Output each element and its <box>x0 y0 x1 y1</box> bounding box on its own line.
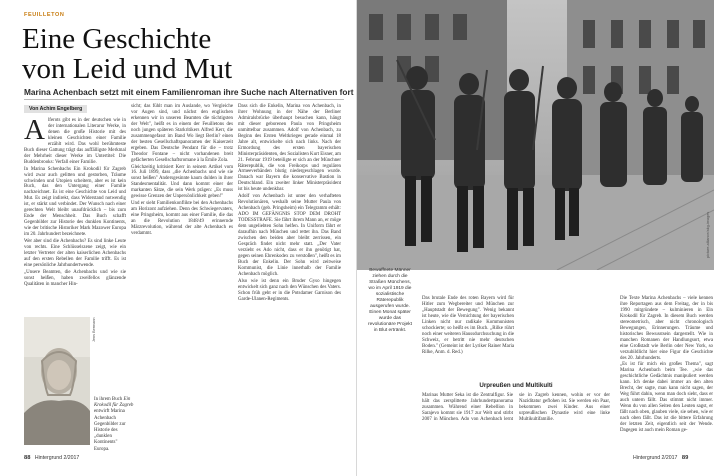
portrait-credit: Jens Bermann <box>92 317 96 342</box>
headline-line-2: von Leid und Mut <box>22 53 233 85</box>
magazine-issue: Hintergrund 2/2017 <box>633 455 678 461</box>
paragraph: Also wie ist denn ein Bruder Gyso hingegen entwickelt sich ganz nach den Wünschen des Vaters. Schon früh geht er in die Potsdamer Garnison des Garde-Ulanen-Regiments. <box>238 278 341 302</box>
article-headline <box>22 24 342 84</box>
paragraph: Das brutale Ende des roten Bayern wird für Hitler zum Wegbereiter und München zur „Hauptstadt der Bewegung". Wenig bekannt ist heute, wie die Vernichtung der bayerischen Linken nicht nur radikale Kommunisten schockierte; so heißt es im Buch. „Rilke rührt noch einer weiteren Haussdurchsuchung in die Schweiz, er betritt nie mehr deutschen Boden." (Gemeint ist der Lyriker Rainer Maria Rilke, Anm. d. Red.) <box>422 296 514 355</box>
paragraph-text: lferots gibt es in der deutschen wie in der internationalen Literarur Werke, in denen die große Historie mit des kleinen Geschichten einer Familie erzählt wird. Das wohl berühmteste Buch dieser Gattung trägt das auffälligste Merkmal der Mehrheit dieser Werke im Untertitel: Die Buddenbrooks: Verfall einer Familie. <box>24 118 126 165</box>
photo-caption: Bewaffnete Männer ziehen durch die Straßen Münchens, wo im April 1919 die sozialistische Räterepublik ausgerufen wurde. Einen Monat später wurde das revolutionäre Projekt in Blut ertränkt. <box>368 268 412 333</box>
text-column-4 <box>422 296 514 357</box>
portrait-image <box>24 317 90 445</box>
photo-image <box>357 0 714 270</box>
section-subheading: Urpreußen und Multikulti <box>479 382 553 389</box>
paragraph: Wer aber sind die Achenbachs? Es sind linke Leute von rechts. Eine Schlüsselszene zeigt, wie ein letzter Vertreter der alten kaiserlichen Achenbachs auf den ersten Rebellen der Familie trifft. Es ist eine persönliche Jahrhundertwende. <box>24 239 126 268</box>
paragraph: In Marina Schenbachs Ein Krokodil für Zagreb wird zwar auch gelitten und gestorben, Träume schwinden und Utopien scheitern, aber es ist kein Buch, das den Untergang einer Familie nachzeichnet. Es ist eine Geschichte von Leid und Mut. Es zeigt indirekt, dass Widerstand notwendig ist, er stärkt und verbindet. Der Wunsch nach einer gerechten Welt bleibt unaufdrücklich – bis zum Ende der Menschheit. Das Buch schafft Gegenbilder zur Historie des dunklen Kontinents, wie der britische Historiker Mark Mazower Europa im 20. Jahrhundert bezeichnete. <box>24 166 126 238</box>
footer-right <box>633 455 691 461</box>
paragraph: „Unsere Beamten, die Achenbachs und wie sie sonst heißen, haben zweifellos glänzende Qualitäten in mancher Hin- <box>24 269 126 287</box>
page-number: 89 <box>681 455 689 461</box>
text-column-2 <box>131 104 233 238</box>
headline-line-1: Eine Geschichte <box>22 23 212 55</box>
paragraph: Dass sich die Enkelin, Marina von Achenbach, in ihrer Wohnung in der Nähe der Berliner Admiralsbrücke überhaupt besuchen kann, hängt mit dieser geborenen Paula von Pringsheim unmittelbar zusammen. Adolf von Achenbach, zu Beginn des Ersten Weltkrieges gerade einmal 18 Jahre alt, entwickelte sich nach links. Nach der Ermordung des ersten bayerischen Ministerpräsidenten, des Sozialisten Kurt Eisner, am 21. Februar 1919 beteiligte er sich an der Münchner Räterepublik, die von Freikorps und regulären Armeeverbänden blutig niedergeschlagen wurde. Danach war Bayern die konservative Bastion in Deutschland. Ein zweiter linker Ministerpräsident ist bis heute undenkbar. <box>238 104 341 193</box>
magazine-issue: Hintergrund 2/2017 <box>34 455 80 461</box>
portrait-caption <box>94 397 134 453</box>
paragraph: Gleichzeitig kritisiert Kerr in seinem Artikel vom 16. Juli 1899, dass „die Achenbachs und wie sie sonst heißen" Andersgesinnte kaum dulden in ihrer Standesmentalität. Und dann kommt einer der markanten Sätze, die sein Werk prägen: „Es muss gewisse Grenzen der Unpersönlichkeit geben!" <box>131 164 233 200</box>
paragraph: sicht; das fühlt man im Auslande, wo Vergleiche vor Augen sind, und nächst den englischen erkennen wir in unseren Beamten die tüchtigsten der Welt", heißt es in einem der Feuilletons des noch jungen späteren Starkritikers Alfred Kerr, die zusammengefasst im Band Wo liegt Berlin? einen der besten Gesellschaftspanoramen der Kaiserzeit ergeben. Das Deutsche Pendant für die – trotz Theodor Fontane – nicht vorhandenen breit gefächerten Gesellschaftsromane à la Émile Zola. <box>131 104 233 163</box>
author-portrait-photo <box>24 317 90 445</box>
section-label: FEUILLETON <box>24 12 65 18</box>
caption-text: In ihrem Buch <box>94 397 123 402</box>
drop-cap: A <box>24 114 45 146</box>
footer-left <box>24 455 79 461</box>
paragraph: Adolf von Achenbach ist unter den verhafteten Revolutionären, weshalb seine Mutter Paula von Achenbach (geb. Pringsheim) ein Telegramm erhält: ADO IM GEFÄNGNIS STOP DEM DROHT TODESSTRAFE. Sie fährt ihrem Mann an, er möge dem ungeliebten Sohn helfen. In Uniform fährt er daraufhin nach München und rettet ihn. Das Band zwischen den beiden aber bleibt zerrissen, ein Gespräch findet nicht mehr statt. „Der Vater verzieht es Ado nicht, dass er ihn genötigt hat, gegen seinen Ehrenkodex zu verstoßen", heißt es im Buch der Enkelin. Der Sohn wird zeitweise Kommunist, die Linie innerhalb der Familie Achenbach möglich. <box>238 194 341 277</box>
page-number: 88 <box>24 455 31 461</box>
text-column-1 <box>24 114 126 289</box>
paragraph: Die Texte Marina Achenbachs – viele kennen ihre Reportagen aus dem Freitag, der in bis 1990 mitgründete – kulminieren in Ein Krokodil für Zagreb. In diesem Buch werden stereometrisch, aber nicht chronologisch Bewegungen, Erinnerungen. Träume und historisches Bewusstsein dargestellt. Wie in manchen Romanen der Handlungsort, etwa eine Großstadt wie Berlin oder New York, so verzubildlicht hier eine Figur die Geschichte des 20. Jahrhunderts. <box>620 296 713 361</box>
subhead-block <box>422 377 610 424</box>
text-column-6 <box>620 296 713 435</box>
historical-photo <box>357 0 714 270</box>
paragraph <box>24 114 126 166</box>
paragraph: Marinas Mutter Seka ist die Zentralfigur. Sie hält das zersplitterte Jahrhundertpanorama zusammen. Während einer Rebellion in Sarajevo kommt sie 1917 zur Welt und stirbt 2007 in München. Ado von Achenbach lernt sie in Zagreb kennen, wohin er vor der Naziditatur geflohen ist. Sie werden ein Paar, bekommen zwei Kinder. Aus einer urpreußischen Dynastie wird eine linke Multikultifamilie. <box>422 392 610 422</box>
author-byline: Von Achim Engelberg <box>24 105 87 113</box>
paragraph: „Es ist für mich ein großes Thema", sagt Marina Achenbach beim Tee. „wie das geschichtliche Gedächtnis manipuliert werden kann. Ich denke dabei immer an den alten Brecht, der sagte, man kann nicht sagen, der Weg führt dahin, wenn man doch sieht, dass er auch untern fällt. Das stimmt nicht immer. Wenn du von allen Seiten den Leuten sagst, er fällt nach oben, glauben viele, sie sehen, wie er nach oben fällt. Das ist die bittere Erfahrung der letzten Zeit, eigentlich seit der Wende. Dagegen ist auch mein Roman ge- <box>620 362 713 433</box>
text-column-3 <box>238 104 341 303</box>
photo-credit: picture-alliance/akg-images <box>706 211 710 258</box>
divider <box>24 99 344 100</box>
paragraph: Und er sieht Familienkonflikte bei den Achenbachs am Horizont aufziehen. Denn des Schwiegervaters, eine Pringsheim, kommt aus einer Familie, die das an die Revolution 1848/49 erinnernde Märzrevolution, während der alte Achenbach es verdammt. <box>131 201 233 237</box>
book-title: Ein Krokodil für Zagreb <box>94 397 134 409</box>
caption-text: entwirft Marina Achenbach Gegenbilder zur Historie des „dunklen Kontinents" Europa. <box>94 409 126 452</box>
article-subtitle: Marina Achenbach setzt mit einem Familienroman ihre Suche nach Alternativen fort <box>24 87 354 97</box>
